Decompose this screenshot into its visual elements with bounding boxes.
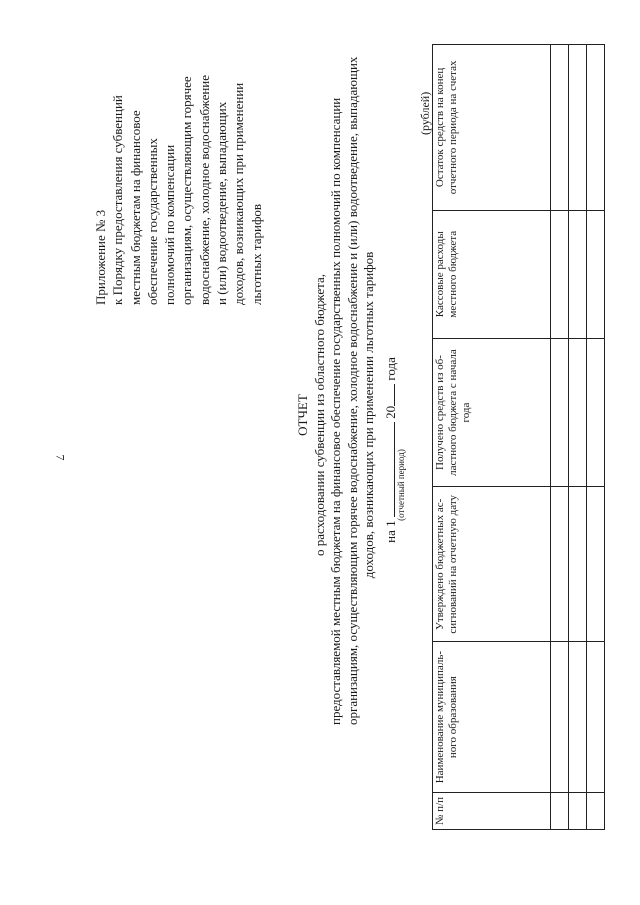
report-subtitle-line: предоставляемой местным бюджетам на финансовое обеспечение государственных полномочий по компенсации: [328, 97, 343, 725]
table-cell: [587, 793, 605, 830]
table-cell: [587, 210, 605, 338]
period-blank: [382, 422, 395, 517]
year-blank: [382, 384, 395, 406]
table-cell: [551, 45, 569, 211]
table-cell: [569, 210, 587, 338]
period-note: (отчетный период): [396, 449, 406, 521]
report-subtitle-line: организациям, осуществляющим горячее водоснабжение, холодное водоснабжение и (или) водоотведение, выпадающих: [344, 56, 360, 725]
report-title: [295, 56, 378, 725]
table-row: [569, 45, 587, 830]
date-prefix: на 1: [383, 520, 398, 543]
table-cell: [569, 642, 587, 793]
appendix-line: и (или) водоотведение, выпадающих: [214, 101, 230, 305]
appendix-line: местным бюджетам на финансовое: [127, 110, 143, 305]
page-number: 7: [53, 454, 68, 461]
appendix-line: к Порядку предоставления субвенций: [110, 95, 126, 305]
col-header-number: № п/п: [433, 793, 551, 830]
table-cell: [569, 338, 587, 487]
table-cell: [569, 793, 587, 830]
units-label: (рублей): [418, 91, 432, 135]
date-suffix: года: [383, 357, 398, 381]
col-header-received: Получено средств из об-ластного бюджета с начала года: [433, 338, 551, 487]
table-cell: [587, 338, 605, 487]
table-cell: [551, 642, 569, 793]
col-header-approved: Утверждено бюджетных ас-сигнований на отчетную дату: [433, 487, 551, 642]
table-cell: [587, 45, 605, 211]
appendix-line: водоснабжение, холодное водоснабжение: [196, 74, 212, 305]
table-header-row: [433, 45, 551, 830]
table-cell: [551, 487, 569, 642]
appendix-line: доходов, возникающих при применении: [231, 82, 247, 305]
appendix-note: [92, 25, 265, 305]
table-cell: [587, 487, 605, 642]
table-cell: [551, 210, 569, 338]
table-row: [587, 45, 605, 830]
table-cell: [569, 45, 587, 211]
appendix-line: организациям, осуществляющим горячее: [179, 76, 195, 305]
report-heading: ОТЧЕТ: [295, 394, 310, 436]
report-subtitle-line: доходов, возникающих при применении льготных тарифов: [361, 251, 376, 579]
date-year-prefix: 20: [383, 405, 398, 419]
appendix-line: льготных тарифов: [248, 203, 264, 305]
appendix-line: Приложение № 3: [93, 209, 108, 305]
table-cell: [569, 487, 587, 642]
col-header-balance: Остаток средств на конец отчетного периода на счетах: [433, 45, 551, 211]
appendix-line: обеспечение государственных: [144, 138, 160, 305]
table-row: [551, 45, 569, 830]
table-cell: [551, 793, 569, 830]
table-cell: [551, 338, 569, 487]
col-header-expenses: Кассовые расходы местного бюджета: [433, 210, 551, 338]
col-header-municipality: Наименование муниципаль-ного образования: [433, 642, 551, 793]
report-table: [432, 44, 605, 830]
appendix-line: полномочий по компенсации: [162, 144, 178, 305]
table-cell: [587, 642, 605, 793]
report-subtitle-line: о расходовании субвенции из областного бюджета,: [311, 274, 327, 556]
